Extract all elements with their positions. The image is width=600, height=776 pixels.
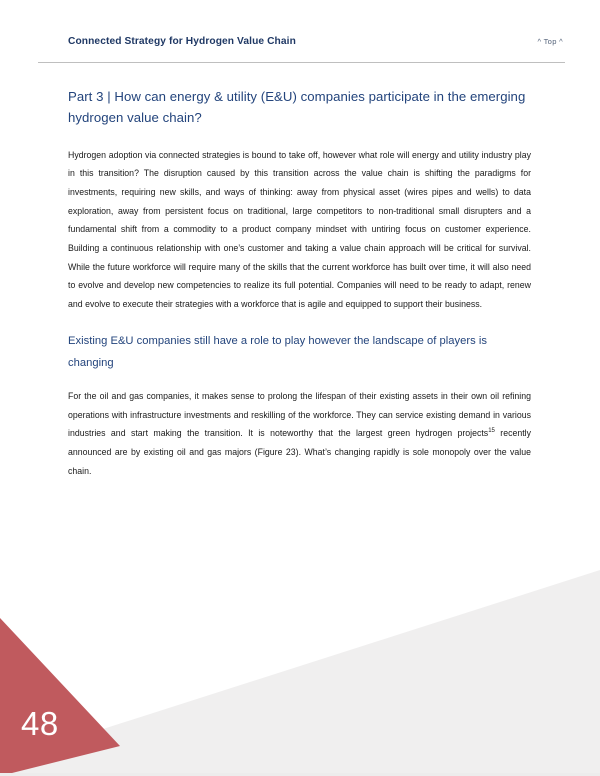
header-divider <box>38 62 565 63</box>
spacer-after-subheading <box>68 375 531 387</box>
footnote-reference[interactable]: 15 <box>488 428 495 435</box>
body-paragraph-2 <box>68 387 531 480</box>
header-document-title: Connected Strategy for Hydrogen Value Chain <box>68 36 296 47</box>
page-number: 48 <box>21 705 59 742</box>
footer-shapes-svg <box>0 548 600 776</box>
back-to-top-link[interactable]: ^ Top ^ <box>537 37 563 46</box>
section-subheading: Existing E&U companies still have a role to play however the landscape of players is changing <box>68 335 487 370</box>
page-content <box>68 86 531 480</box>
body-paragraph-2-text-b: recently announced are by existing oil and gas majors (Figure 23). What’s changing rapidly is sole monopoly over the value chain. <box>68 428 531 476</box>
page-header <box>0 0 600 66</box>
body-paragraph-2-text-a: For the oil and gas companies, it makes sense to prolong the lifespan of their existing assets in their own oil refining operations with infrastructure investments and reskilling of the workforce. They can service existing demand in various industries and start making the transition. It is noteworthy that the largest green hydrogen projects <box>68 391 531 439</box>
body-paragraph-1: Hydrogen adoption via connected strategies is bound to take off, however what role will energy and utility industry play in this transition? The disruption caused by this transition across the value chain is shifting the paradigms for investments, requiring new skills, and ways of thinking: away from physical asset (wires pipes and wells) to data exploration, away from persistent focus on traditional, large competitors to non-traditional small disrupters and a fundamental shift from a commodity to a product company mindset with untiring focus on customer experience. Building a continuous relationship with one’s customer and taking a value chain approach will be critical for survival. While the future workforce will require many of the skills that the current workforce has built over time, it will also need to evolve and develop new competencies to realize its full potential. Companies will need to be ready to adapt, renew and evolve to execute their strategies with a workforce that is agile and equipped to support their business. <box>68 149 531 309</box>
spacer-after-paragraph-1 <box>68 313 531 331</box>
header-row <box>68 36 565 47</box>
footer-decoration <box>0 548 600 776</box>
spacer-after-title <box>68 129 531 146</box>
part-title-heading: Part 3 | How can energy & utility (E&U) companies participate in the emerging hydrogen value chain? <box>68 89 526 126</box>
